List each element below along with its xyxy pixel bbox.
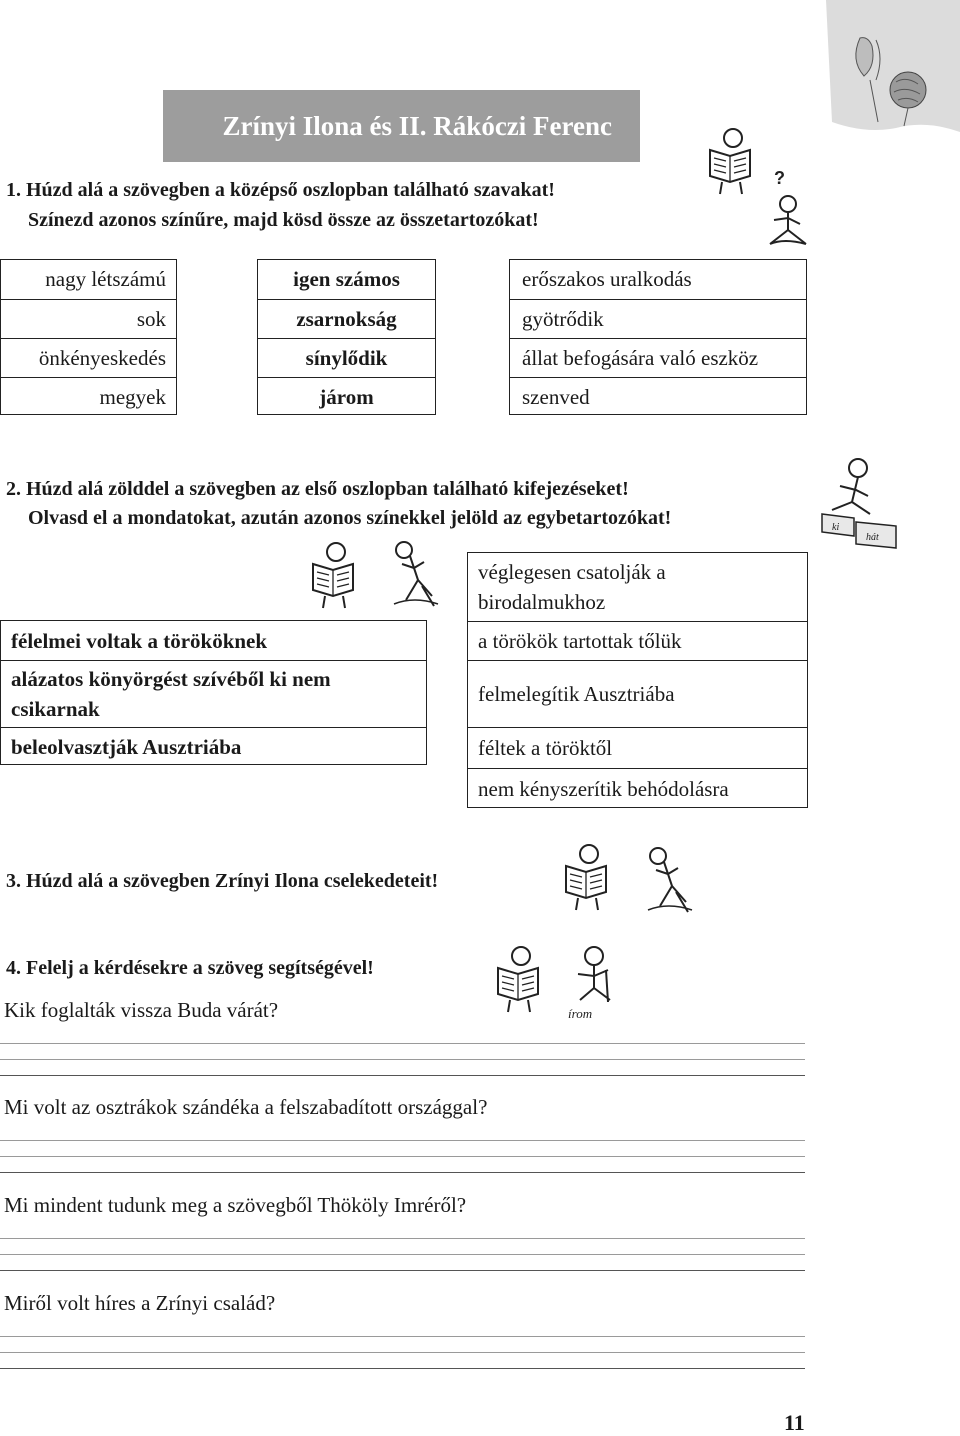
reading-figure-icon [490, 944, 546, 1014]
question-mark-icon: ? [774, 168, 785, 188]
task2-left-cell: alázatos könyörgést szívéből ki nem csikarnak [1, 660, 426, 727]
reading-figure-icon [305, 540, 361, 610]
question-text: Miről volt híres a Zrínyi család? [4, 1291, 276, 1315]
task2-right-cell: féltek a töröktől [468, 727, 807, 768]
answer-line[interactable] [0, 1352, 805, 1353]
task2-left-column [0, 620, 427, 765]
answer-line[interactable] [0, 1238, 805, 1239]
page-title: Zrínyi Ilona és II. Rákóczi Ferenc [163, 90, 640, 162]
question-text: Mi volt az osztrákok szándéka a felszabadított országgal? [4, 1095, 488, 1119]
writing-figure-icon [564, 944, 626, 1024]
answer-line[interactable] [0, 1254, 805, 1255]
task1-title-line1: 1. Húzd alá a szövegben a középső oszlopban található szavakat! [6, 179, 555, 201]
task1-title-line2: Színezd azonos színűre, majd kösd össze az összetartozókat! [28, 209, 539, 231]
writing-figure-icon [642, 846, 698, 916]
page-number: 11 [784, 1410, 805, 1435]
task2-right-cell: felmelegítik Ausztriába [468, 660, 807, 727]
task1-left-cell: nagy létszámú [45, 267, 166, 291]
card-label: hát [866, 532, 879, 543]
thinking-figure-icon [764, 168, 814, 250]
answer-line[interactable] [0, 1270, 805, 1271]
answer-line[interactable] [0, 1336, 805, 1337]
card-label: ki [832, 522, 840, 533]
task1-right-cell: állat befogására való eszköz [510, 338, 806, 377]
answer-line[interactable] [0, 1172, 805, 1173]
task2-left-cell: félelmei voltak a törököknek [11, 628, 268, 653]
writing-figure-icon [388, 540, 444, 610]
answer-line[interactable] [0, 1156, 805, 1157]
task2-right-cell: nem kényszerítik behódolásra [468, 768, 807, 809]
task1-middle-column [257, 259, 436, 415]
task1-left-cell: sok [1, 299, 176, 338]
task1-middle-cell: igen számos [293, 267, 400, 291]
task4-title: 4. Felelj a kérdésekre a szöveg segítségével! [6, 957, 374, 979]
task1-right-cell: szenved [510, 377, 806, 416]
task2-right-column [467, 552, 808, 808]
task1-middle-cell: zsarnokság [258, 299, 435, 338]
answer-line[interactable] [0, 1140, 805, 1141]
task1-left-cell: megyek [1, 377, 176, 416]
task3-title: 3. Húzd alá a szövegben Zrínyi Ilona cselekedeteit! [6, 870, 439, 892]
task2-right-cell: véglegesen csatolják a birodalmukhoz [478, 560, 666, 614]
task1-right-cell: gyötrődik [510, 299, 806, 338]
task2-right-cell: a törökök tartottak tőlük [468, 621, 807, 660]
task1-middle-cell: sínylődik [258, 338, 435, 377]
answer-line[interactable] [0, 1368, 805, 1369]
reading-figure-icon [702, 126, 758, 196]
write-label: írom [568, 1006, 593, 1021]
question-text: Kik foglalták vissza Buda várát? [4, 998, 279, 1022]
task1-left-column [0, 259, 177, 415]
matching-cards-figure-icon [818, 456, 918, 552]
task1-right-cell: erőszakos uralkodás [522, 267, 692, 291]
reading-figure-icon [558, 842, 614, 912]
answer-line[interactable] [0, 1075, 805, 1076]
balloons-corner-icon [826, 0, 960, 132]
task2-title-line2: Olvasd el a mondatokat, azután azonos színekkel jelöld az egybetartozókat! [28, 507, 672, 529]
task2-title-line1: 2. Húzd alá zölddel a szövegben az első oszlopban található kifejezéseket! [6, 478, 629, 500]
task2-left-cell: beleolvasztják Ausztriába [1, 727, 426, 766]
task1-left-cell: önkényeskedés [1, 338, 176, 377]
task1-right-column [509, 259, 807, 415]
task1-middle-cell: járom [258, 377, 435, 416]
answer-line[interactable] [0, 1059, 805, 1060]
answer-line[interactable] [0, 1043, 805, 1044]
question-text: Mi mindent tudunk meg a szövegből Thököly Imréről? [4, 1193, 467, 1217]
